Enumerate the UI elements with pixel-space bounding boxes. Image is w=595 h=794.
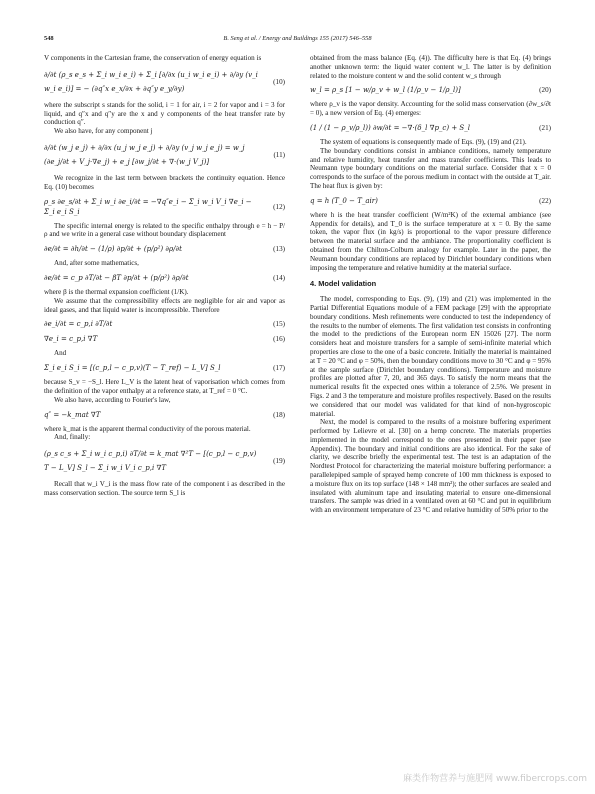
equation-body: q = h (T_0 − T_air) <box>310 196 378 205</box>
section-heading: 4. Model validation <box>310 279 377 289</box>
equation-number: (22) <box>539 196 551 205</box>
equation-12 <box>44 197 285 217</box>
equation-body: ∂e_i/∂t = c_p,i ∂T/∂t <box>44 320 113 329</box>
paragraph: where the subscript s stands for the solid, i = 1 for air, i = 2 for vapor and i = 3 for liquid, and q″x and q″y are the x and y components of the heat transfer rate by conduction q″. <box>44 100 285 127</box>
equation-number: (11) <box>273 150 285 159</box>
equation-number: (21) <box>539 123 551 132</box>
equation-number: (13) <box>273 245 285 254</box>
equation-number: (14) <box>273 273 285 282</box>
equation-14 <box>44 273 285 283</box>
equation-number: (15) <box>273 320 285 329</box>
equation-body: ∂/∂t (ρ_s e_s + Σ_i w_i e_i) + Σ_i [∂/∂x (u_i w_i e_i) + ∂/∂y (v_i w_i e_i)] = − (∂q″x e_x/∂x + ∂q″y e_y/∂y) <box>44 70 258 93</box>
equation-10 <box>44 68 285 96</box>
equation-body: ∂e/∂t = c_p ∂T/∂t − βT ∂p/∂t + (p/ρ²) ∂ρ/∂t <box>44 273 189 282</box>
equation-number: (20) <box>539 86 551 95</box>
equation-body: w_l = ρ_s [1 − w/ρ_v + w_l (1/ρ_v − 1/ρ_l)] <box>310 86 461 95</box>
equation-body: ∇e_i = c_p,i ∇T <box>44 335 98 344</box>
equation-22 <box>310 196 551 206</box>
equation-body: q″ = −k_mat ∇T <box>44 410 101 419</box>
equation-number: (19) <box>273 457 285 466</box>
paragraph: where h is the heat transfer coefficient (W/m²K) of the external ambiance (see Appendix for details), and T_0 is the surface temperature at x = 0. By the same token, the vapor flux (in kg/s) is proportional to the vapor pressure difference between the material surface and the ambiance. The proportionality coefficient is obtained from the Chilton-Colburn analogy for example. Later in the paper, the Neumann boundary conditions are replaced by Dirichlet boundary conditions when imposing the temperature and relative humidity at the material surface. <box>310 210 551 272</box>
equation-11 <box>44 141 285 169</box>
journal-citation: B. Seng et al. / Energy and Buildings 155 (2017) 546–558 <box>223 35 372 42</box>
equation-body: (ρ_s c_s + Σ_i w_i c_p,i) ∂T/∂t = k_mat ∇²T − [(c_p,l − c_p,v) T − L_V] S_l − Σ_i w_i V_i c_p,i ∇T <box>44 450 257 473</box>
equation-16 <box>44 334 285 344</box>
paragraph: where k_mat is the apparent thermal conductivity of the porous material. <box>44 424 251 433</box>
paragraph: The boundary conditions consist in ambiance conditions, namely temperature and relative humidity, heat transfer and mass transfer coefficients. This leads to Neumann type boundary conditions on the material surface. Consider that x = 0 corresponds to the surface of the porous medium in contact with the outside at T_air. The heat flux is given by: <box>310 146 551 190</box>
equation-13 <box>44 244 285 254</box>
paragraph: Next, the model is compared to the results of a moisture buffering experiment performed by Lelievre et al. [30] on a hemp concrete. The materials properties implemented in the model correspond to the ones presented in their paper (see Appendix). The boundary and initial conditions are also identical. For the sake of clarity, we describe briefly the experimental test. The test is an adaptation of the Nordtest Protocol for characterizing the material moisture buffering performance: a parallelepiped sample of sprayed hemp concrete of 100 mm thickness is exposed to a moisture flux on its top surface (148 × 148 mm²); the other surfaces are sealed and insulated with aluminum tape and insulating material to ensure one-dimensional transfers. The sample was dried in a ventilated oven at 60 °C and put in equilibrium with an environment temperature of 23 °C and relative humidity of 50% prior to the <box>310 418 551 515</box>
paragraph: The system of equations is consequently made of Eqs. (9), (19) and (21). <box>320 137 527 146</box>
watermark: 麻类作物营养与施肥网 www.fibercrops.com <box>403 774 587 784</box>
paragraph: We also have, for any component j <box>54 127 153 136</box>
equation-17 <box>44 363 285 373</box>
equation-number: (18) <box>273 410 285 419</box>
paragraph: The model, corresponding to Eqs. (9), (19) and (21) was implemented in the Partial Differential Equations module of a FEM package [29] with the appropriate boundary conditions. Mesh refinements were conducted to test the independency of the results to the number of elements. The first validation test consists in confronting the model to the predictions of the European norm EN 15026 [27]. The norm considers heat and moisture transfers for a sample of semi-infinite material which properties are close to the one of a basic concrete. Initially the material is maintained at T = 20 °C and φ = 50%, then the boundary conditions move to 30 °C and φ = 95% at the sample surface (Dirichlet boundary conditions). Temperature and moisture profiles are plotted after 7, 20, and 365 days. To satisfy the norm means that the numerical results fit the expected ones within a tolerance of 2.5%. We present in Figs. 2 and 3 the temperature and moisture profiles respectively. Based on the results we considered that our model was validated for that kind of non-hygroscopic material. <box>310 295 551 418</box>
equation-number: (10) <box>273 77 285 86</box>
left-column <box>44 54 285 498</box>
paragraph: obtained from the mass balance (Eq. (4)). The difficulty here is that Eq. (4) brings another unknown term: the liquid water content w_l. The latter is by definition related to the moisture content w and the solid content w_s through <box>310 54 551 80</box>
equation-19 <box>44 447 285 475</box>
paragraph: The specific internal energy is related to the specific enthalpy through e = h − P/ρ and we write in a general case without boundary displacement <box>44 221 285 239</box>
equation-body: (1 / (1 − ρ_v/ρ_l)) ∂w/∂t = −∇·(δ_l ∇p_c) + S_l <box>310 123 470 132</box>
paragraph: because S_v = −S_l. Here L_V is the latent heat of vaporisation which comes from the definition of the vapor enthalpy at a reference state, at T_ref = 0 °C. <box>44 378 285 395</box>
paragraph: where ρ_v is the vapor density. Accounting for the solid mass conservation (∂w_s/∂t = 0), a new version of Eq. (4) emerges: <box>310 100 551 118</box>
page-number: 548 <box>44 35 54 42</box>
paragraph: Recall that w_i V_i is the mass flow rate of the component i as described in the mass conservation section. The source term S_l is <box>44 480 285 497</box>
paragraph: where β is the thermal expansion coefficient (1/K). <box>44 287 189 296</box>
paragraph: And, after some mathematics, <box>54 259 139 268</box>
equation-body: ∂/∂t (w_j e_j) + ∂/∂x (u_j w_j e_j) + ∂/∂y (v_j w_j e_j) = w_j (∂e_j/∂t + V_j·∇e_j) + e_j [∂w_j/∂t + ∇·(w_j V_j)] <box>44 143 245 166</box>
paragraph: We recognize in the last term between brackets the continuity equation. Hence Eq. (10) becomes <box>44 173 285 191</box>
paragraph: And, finally: <box>54 433 91 442</box>
equation-body: Σ_i e_i S_i = [(c_p,l − c_p,v)(T − T_ref) − L_V] S_l <box>44 364 221 373</box>
equation-number: (17) <box>273 364 285 373</box>
right-column <box>310 54 551 515</box>
equation-number: (12) <box>273 202 285 211</box>
paragraph: We also have, according to Fourier's law, <box>54 395 171 404</box>
paragraph: And <box>54 349 67 358</box>
paragraph: V components in the Cartesian frame, the conservation of energy equation is <box>44 54 262 62</box>
equation-20 <box>310 85 551 95</box>
equation-21 <box>310 123 551 133</box>
paragraph: We assume that the compressibility effects are negligible for air and vapor as ideal gases, and that liquid water is incompressible. Therefore <box>44 296 285 314</box>
page-header <box>44 35 551 47</box>
equation-body: ∂e/∂t = ∂h/∂t − (1/ρ) ∂p/∂t + (p/ρ²) ∂ρ/∂t <box>44 245 182 254</box>
equation-18 <box>44 410 285 420</box>
equation-body: ρ_s ∂e_s/∂t + Σ_i w_i ∂e_i/∂t = −∇q″e_i − Σ_i w_i V_i ∇e_i − Σ_i e_i S_i <box>44 197 252 216</box>
equation-number: (16) <box>273 335 285 344</box>
equation-15 <box>44 319 285 329</box>
